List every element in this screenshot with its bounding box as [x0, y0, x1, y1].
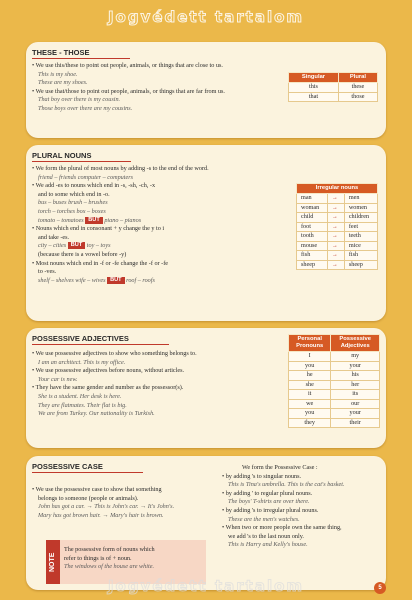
- watermark-top: Jogvédett tartalom: [107, 8, 305, 26]
- table-cell: your: [331, 409, 380, 419]
- rule-text: • Nouns which end in consonant + y change the y to i: [32, 225, 165, 233]
- table-cell: we: [289, 399, 331, 409]
- rule-text: (because there is a vowel before -y): [38, 250, 127, 258]
- note-line: The possessive form of nouns which: [64, 546, 155, 553]
- table-cell: she: [289, 380, 331, 390]
- rule-text: • We add -es to nouns which end in -s, -sh, -ch, -x: [32, 182, 156, 190]
- rule-text: • We use this/these to point out people, animals, or things that are close to us.: [32, 62, 223, 69]
- arrow-icon: →: [327, 251, 344, 261]
- section-title: POSSESSIVE ADJECTIVES: [32, 334, 169, 345]
- table-cell: fish: [297, 251, 328, 261]
- rule-heading: We form the Possessive Case :: [242, 464, 318, 471]
- example-text: [32, 242, 209, 251]
- table-header: Possessive Adjectives: [331, 335, 380, 352]
- rule-text: belongs to someone (people or animals).: [38, 494, 139, 502]
- table-cell: mouse: [297, 241, 328, 251]
- example-text: The boys' T-shirts are over there.: [228, 498, 310, 506]
- example-text: toy – toys: [86, 242, 111, 250]
- table-cell: these: [338, 83, 377, 93]
- arrow-icon: →: [327, 222, 344, 232]
- table-cell: child: [297, 213, 328, 223]
- example-text: That boy over there is my cousin.: [38, 96, 121, 104]
- section-text: [32, 350, 197, 419]
- table-cell: mice: [344, 241, 377, 251]
- rule-text: and take -es.: [38, 233, 70, 241]
- rule-text: • Most nouns which end in -f or -fe change the -f or -fe: [32, 259, 169, 267]
- example-text: We are from Turkey. Our nationality is Turkish.: [38, 410, 155, 418]
- example-text: She is a student. Her desk is here.: [38, 392, 122, 400]
- example-text: [32, 277, 209, 286]
- page-number: 5: [374, 582, 386, 594]
- example-text: shelf – shelves wife – wives: [38, 276, 106, 284]
- note-text: [64, 546, 155, 572]
- table-cell: you: [289, 361, 331, 371]
- but-badge: BUT: [85, 217, 103, 224]
- irregular-nouns-table: [296, 183, 378, 270]
- table-cell: man: [297, 194, 328, 204]
- but-badge: BUT: [68, 242, 86, 249]
- table-cell: women: [344, 203, 377, 213]
- note-example: The windows of the house are white.: [64, 563, 155, 571]
- note-label: NOTE: [49, 552, 56, 572]
- section-title: POSSESSIVE CASE: [32, 462, 143, 473]
- section-text: [32, 62, 225, 114]
- table-header: Plural: [338, 73, 377, 83]
- table-cell: children: [344, 213, 377, 223]
- table-cell: your: [331, 361, 380, 371]
- note-line: refer to things is of + noun.: [64, 554, 132, 562]
- section-text: [32, 486, 174, 520]
- table-cell: they: [289, 418, 331, 428]
- example-text: torch – torches box – boxes: [38, 207, 106, 215]
- example-text: roof – roofs: [126, 276, 155, 284]
- table-cell: that: [289, 92, 339, 102]
- example-text: Those boys over there are my cousins.: [38, 104, 133, 112]
- but-badge: BUT: [107, 277, 125, 284]
- rule-text: to -ves.: [38, 268, 57, 276]
- possessive-adjectives-table: [288, 334, 380, 428]
- table-cell: tooth: [297, 232, 328, 242]
- rule-text: • We form the plural of most nouns by adding -s to the end of the word.: [32, 165, 209, 172]
- table-cell: our: [331, 399, 380, 409]
- rule-text: and to some which end in -o.: [38, 190, 110, 198]
- table-cell: my: [331, 352, 380, 362]
- example-text: Your car is new.: [38, 375, 78, 383]
- table-header: Personal Pronouns: [289, 335, 331, 352]
- example-text: Mary has got brown hair. → Mary's hair is brown.: [38, 511, 164, 519]
- example-text: city – cities: [38, 242, 67, 250]
- table-cell: woman: [297, 203, 328, 213]
- example-text: This is Harry and Kelly's house.: [228, 541, 308, 549]
- example-text: These are the men's watches.: [228, 515, 300, 523]
- example-text: I am an architect. This is my office.: [38, 358, 126, 366]
- table-cell: it: [289, 390, 331, 400]
- rule-text: • We use that/those to point out people, animals, or things that are far from us.: [32, 87, 225, 95]
- table-cell: teeth: [344, 232, 377, 242]
- table-cell: men: [344, 194, 377, 204]
- example-text: piano – pianos: [104, 216, 142, 224]
- table-cell: sheep: [297, 260, 328, 270]
- these-those-table: [288, 72, 378, 102]
- table-header: Irregular nouns: [297, 184, 378, 194]
- table-cell: this: [289, 83, 339, 93]
- table-cell: its: [331, 390, 380, 400]
- table-cell: fish: [344, 251, 377, 261]
- arrow-icon: →: [327, 194, 344, 204]
- table-cell: his: [331, 371, 380, 381]
- arrow-icon: →: [327, 260, 344, 270]
- arrow-icon: →: [327, 241, 344, 251]
- table-cell: their: [331, 418, 380, 428]
- arrow-icon: →: [327, 203, 344, 213]
- table-cell: sheep: [344, 260, 377, 270]
- section-title: PLURAL NOUNS: [32, 151, 131, 162]
- table-cell: he: [289, 371, 331, 381]
- example-text: [32, 217, 209, 226]
- table-cell: feet: [344, 222, 377, 232]
- table-header: Singular: [289, 73, 339, 83]
- rule-text: • We use possessive adjectives to show who something belongs to.: [32, 350, 197, 357]
- rule-text: • by adding ' to regular plural nouns.: [222, 489, 313, 497]
- example-text: This is my shoe.: [38, 70, 78, 78]
- rule-text: • by adding 's to irregular plural nouns.: [222, 506, 319, 514]
- arrow-icon: →: [327, 232, 344, 242]
- rule-text: • by adding 's to singular nouns.: [222, 472, 302, 480]
- rule-text: • They have the same gender and number as the possessor(s).: [32, 384, 184, 392]
- table-cell: I: [289, 352, 331, 362]
- card-possessive-case: [26, 456, 386, 590]
- example-text: friend – friends computer – computers: [38, 173, 134, 181]
- rule-text: we add 's to the last noun only.: [228, 532, 304, 540]
- card-plural-nouns: [26, 145, 386, 321]
- table-cell: foot: [297, 222, 328, 232]
- example-text: They are flatmates. Their flat is big.: [38, 401, 127, 409]
- example-text: bus – buses brush – brushes: [38, 199, 108, 207]
- table-cell: you: [289, 409, 331, 419]
- example-text: John has got a car. → This is John's car. → It's John's.: [38, 503, 175, 511]
- arrow-icon: →: [327, 213, 344, 223]
- rule-text: • We use possessive adjectives before nouns, without articles.: [32, 367, 185, 375]
- table-cell: her: [331, 380, 380, 390]
- card-possessive-adjectives: [26, 328, 386, 448]
- rule-text: • When two or more people own the same thing,: [222, 524, 342, 532]
- right-column-text: [222, 464, 345, 550]
- section-text: [32, 165, 209, 285]
- example-text: This is Tina's umbrella. This is the cat's basket.: [228, 481, 345, 489]
- section-title: THESE - THOSE: [32, 48, 130, 59]
- card-these-those: [26, 42, 386, 138]
- example-text: These are my shoes.: [38, 79, 88, 87]
- table-cell: those: [338, 92, 377, 102]
- rule-text: • We use the possessive case to show that something: [32, 486, 162, 493]
- watermark-bottom: Jogvédett tartalom: [107, 577, 305, 595]
- example-text: tomato – tomatoes: [38, 216, 84, 224]
